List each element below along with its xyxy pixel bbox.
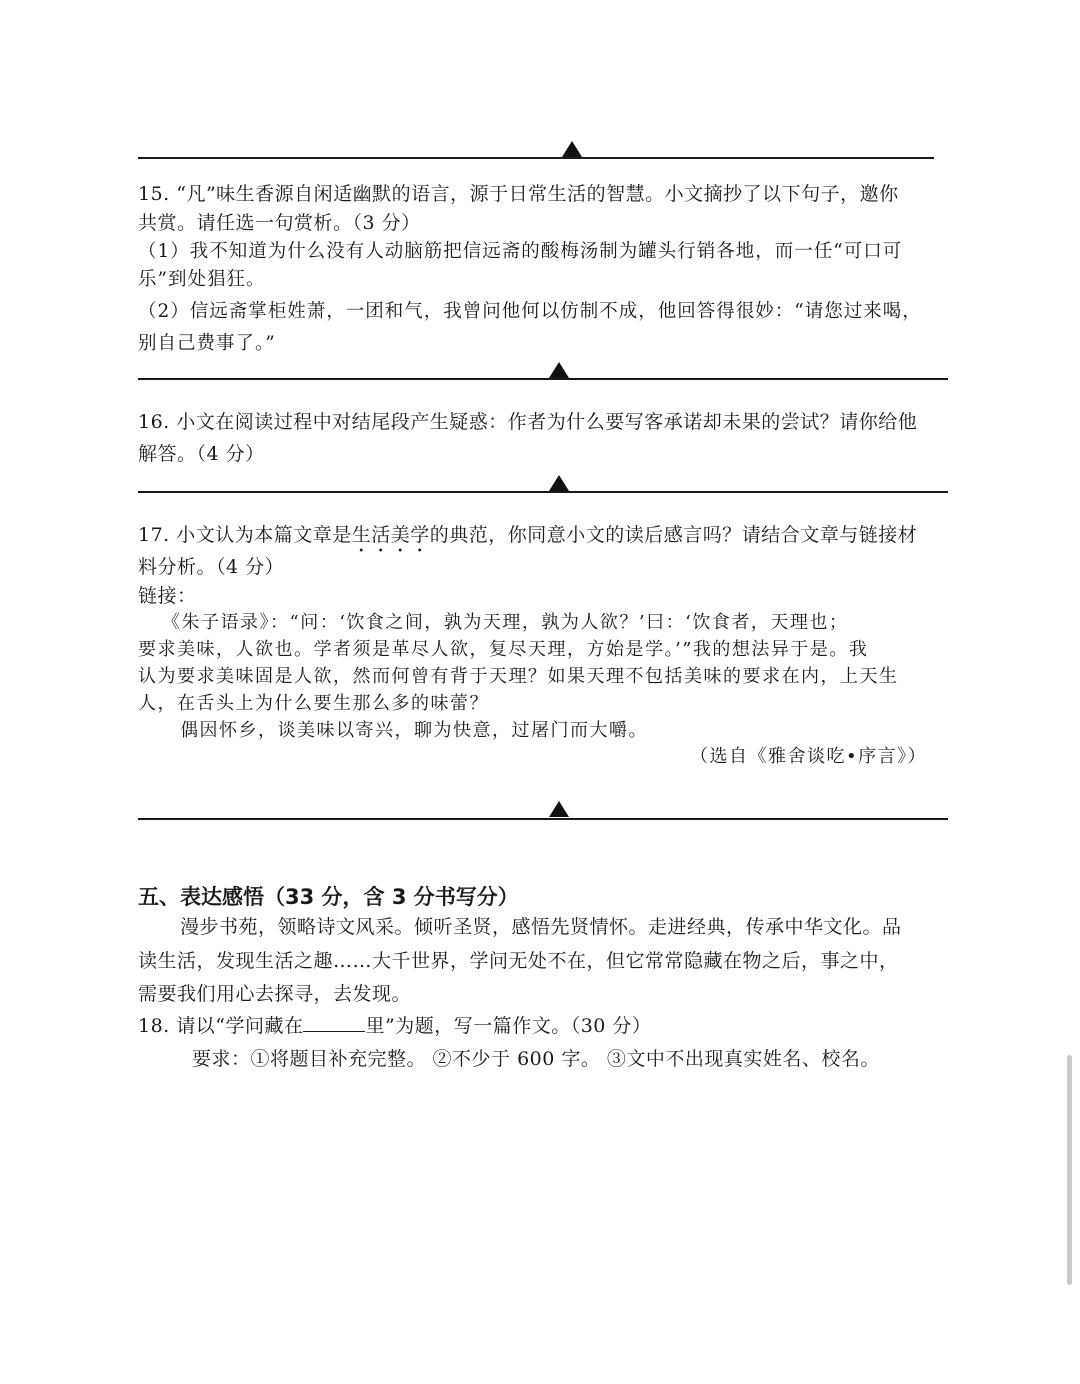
q16-line2: 解答。（4 分） [138,443,265,465]
section5-title: 五、表达感悟（33 分，含 3 分书写分） [138,885,519,909]
q15-line1: 15. “凡”味生香源自闲适幽默的语言，源于日常生活的智慧。小文摘抄了以下句子，邀你 [138,183,899,205]
q15-sentence1-line1: （1）我不知道为什么没有人动脑筋把信远斋的酸梅汤制为罐头行销各地，而一任“可口可 [138,241,903,262]
q17-source: （选自《雅舍谈吃•序言》） [690,746,928,767]
title-blank [303,1013,365,1032]
scrollbar[interactable] [1067,1055,1072,1285]
answer-line [138,157,934,159]
q15-sentence2-line2: 别自己费事了。” [138,333,276,354]
section5-para-line3: 需要我们用心去探寻，去发现。 [138,983,412,1005]
q17-quote-line5: 偶因怀乡，谈美味以寄兴，聊为快意，过屠门而大嚼。 [180,720,648,741]
q18-requirements: 要求：①将题目补充完整。 ②不少于 600 字。 ③文中不出现真实姓名、校名。 [192,1048,880,1070]
q15-sentence2-line1: （2）信远斋掌柜姓萧，一团和气，我曾问他何以仿制不成，他回答得很妙：“请您过来喝， [138,301,922,322]
q17-line1-start: 17. 小文认为本篇文章是 [138,524,352,546]
answer-marker-icon [549,362,569,378]
q17-quote-line3: 认为要求美味固是人欲，然而何曾有背于天理？如果天理不包括美味的要求在内，上天生 [138,666,899,687]
q17-quote-line4: 人，在舌头上为什么要生那么多的味蕾？ [138,693,489,714]
answer-marker-icon [562,141,582,157]
section5-para-line1: 漫步书苑，领略诗文风采。倾听圣贤，感悟先贤情怀。走进经典，传承中华文化。品 [180,916,902,938]
q17-quote-line1: 《朱子语录》：“问：‘饮食之间，孰为天理，孰为人欲？’曰：‘饮食者，天理也； [162,612,849,633]
q17-line2: 料分析。（4 分） [138,556,285,578]
q18-prompt [138,1010,651,1043]
answer-marker-icon [549,801,569,817]
answer-line [138,818,948,820]
q17-line1-end: 的典范，你同意小文的读后感言吗？请结合文章与链接材 [429,524,918,546]
q17-emphasis: 生活美学 [351,524,430,546]
q16-line1: 16. 小文在阅读过程中对结尾段产生疑惑：作者为什么要写客承诺却未果的尝试？请你给他 [138,411,918,433]
answer-line [138,378,948,380]
q18-prompt-start: 18. 请以“学问藏在 [138,1015,304,1037]
answer-marker-icon [549,475,569,491]
q15-sentence1-line2: 乐”到处猖狂。 [138,269,266,290]
q15-line2: 共赏。请任选一句赏析。（3 分） [138,212,421,234]
q18-prompt-end: 里”为题，写一篇作文。（30 分） [365,1015,652,1037]
section5-para-line2: 读生活，发现生活之趣……大千世界，学问无处不在，但它常常隐藏在物之后，事之中， [138,950,899,972]
q17-quote-line2: 要求美味，人欲也。学者须是革尽人欲，复尽天理，方始是学。’”我的想法异于是。我 [138,639,869,660]
q17-link-label: 链接： [138,585,197,607]
answer-line [138,491,948,493]
